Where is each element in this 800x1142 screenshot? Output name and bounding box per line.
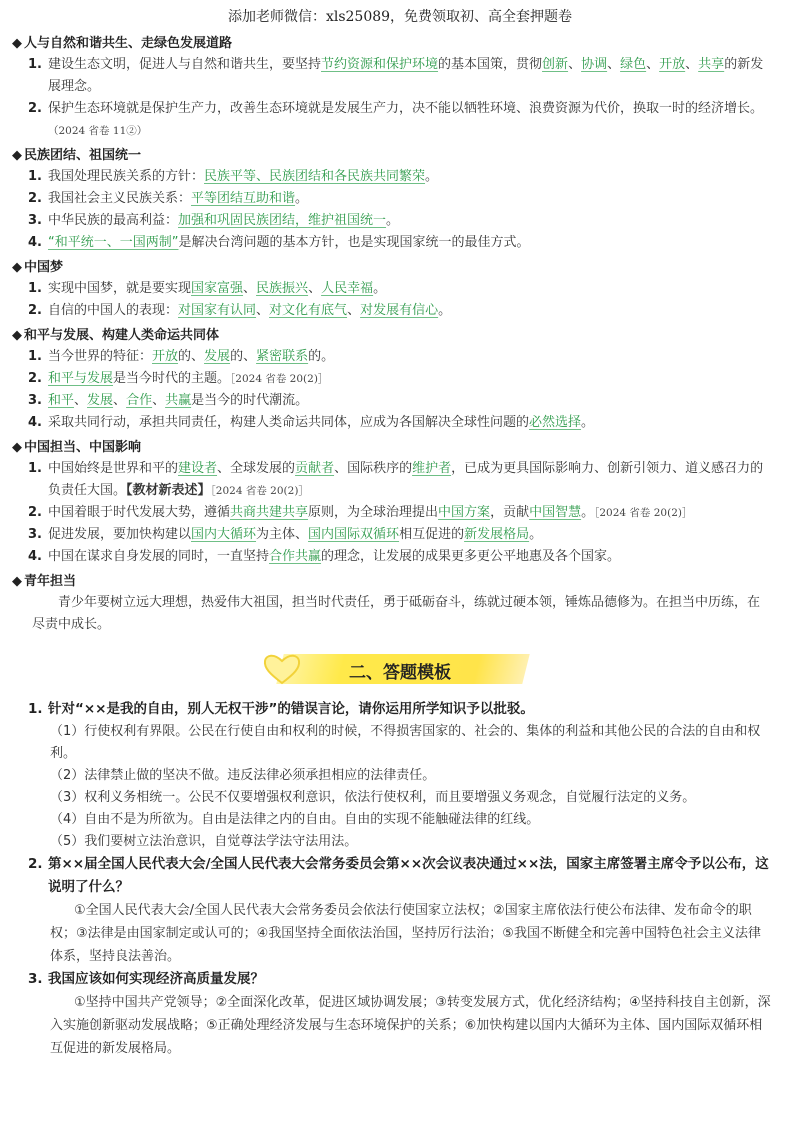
- key-term: 发展: [87, 393, 114, 408]
- key-term: 开放: [659, 57, 686, 72]
- text-span: 。: [373, 281, 387, 296]
- text-span: 。: [581, 505, 595, 520]
- list-item: [0, 412, 800, 434]
- item-text: [48, 546, 772, 568]
- item-text: [48, 300, 772, 322]
- section-heading-text: 人与自然和谐共生、走绿色发展道路: [24, 36, 233, 51]
- text-span: 。: [386, 213, 400, 228]
- text-span: 我国处理民族关系的方针：: [48, 169, 205, 184]
- list-item: [0, 546, 800, 568]
- section-heading-text: 青年担当: [24, 574, 77, 589]
- key-term: “和平统一、一国两制”: [48, 235, 179, 250]
- text-span: 是当今的时代潮流。: [191, 393, 309, 408]
- question: [0, 853, 800, 899]
- answer-point: （3）权利义务相统一。公民不仅要增强权利意识，依法行使权利，而且要增强义务观念，自觉履行法定的义务。: [50, 790, 696, 805]
- text-span: 建设生态文明，促进人与自然和谐共生，要坚持: [48, 57, 322, 72]
- item-text: [48, 346, 772, 368]
- text-span: 。: [581, 415, 595, 430]
- item-text: [48, 54, 772, 98]
- section-title: 二、答题模板: [349, 663, 451, 683]
- text-span: 相互促进的: [399, 527, 465, 542]
- text-span: 的新发展理念。: [48, 57, 764, 94]
- text-span: 、: [243, 281, 257, 296]
- text-span: 中华民族的最高利益：: [48, 213, 179, 228]
- key-term: 开放: [152, 349, 179, 364]
- template-title-banner: [0, 648, 800, 692]
- text-span: 。: [529, 527, 543, 542]
- text-span: ，已成为更具国际影响力、创新引领力、道义感召力的负责任大国。: [48, 461, 764, 498]
- diamond-icon: ◆: [12, 574, 22, 589]
- answer-text: ①坚持中国共产党领导；②全面深化改革，促进区域协调发展；③转变发展方式，优化经济结构；④坚持科技自主创新，深入实施创新驱动发展战略；⑤正确处理经济发展与生态环境保护的关系；⑥加快构建以国内大循环为主体、国内国际双循环相互促进的新发展格局。: [50, 995, 771, 1056]
- section-heading: [12, 257, 800, 278]
- section-heading: [12, 571, 800, 592]
- item-text: [48, 412, 772, 434]
- text-span: 、全球发展的: [217, 461, 296, 476]
- item-number: 1.: [28, 461, 42, 476]
- list-item: [0, 232, 800, 254]
- key-term: 对文化有底气: [269, 303, 348, 318]
- key-term: 和平与发展: [48, 371, 114, 386]
- item-text: [48, 458, 772, 502]
- key-term: 共赢: [165, 393, 192, 408]
- question-text: 第××届全国人民代表大会/全国人民代表大会常务委员会第××次会议表决通过××法，国家主席签署主席令予以公布，这说明了什么？: [48, 856, 769, 895]
- text-span: 的基本国策，贯彻: [438, 57, 543, 72]
- section-heading-text: 民族团结、祖国统一: [24, 148, 142, 163]
- question-text: 我国应该如何实现经济高质量发展？: [48, 971, 264, 987]
- item-text: [48, 166, 772, 188]
- text-span: 实现中国梦，就是要实现: [48, 281, 192, 296]
- key-term: 和平: [48, 393, 75, 408]
- key-term: 国家富强: [191, 281, 244, 296]
- list-item: [0, 210, 800, 232]
- list-item: [0, 524, 800, 546]
- key-term: 协调: [581, 57, 608, 72]
- list-item: [0, 502, 800, 524]
- item-number: 2.: [28, 191, 42, 206]
- item-number: 3.: [28, 213, 42, 228]
- item-number: 1.: [28, 349, 42, 364]
- section-heading: [12, 325, 800, 346]
- key-term: 国内大循环: [191, 527, 257, 542]
- key-term: 平等团结互助和谐: [191, 191, 296, 206]
- key-term: 民族振兴: [256, 281, 309, 296]
- section-heading-text: 中国梦: [24, 260, 64, 275]
- key-term: 必然选择: [529, 415, 582, 430]
- text-span: 是解决台湾问题的基本方针，也是实现国家统一的最佳方式。: [178, 235, 530, 250]
- text-span: 中国始终是世界和平的: [48, 461, 179, 476]
- diamond-icon: ◆: [12, 328, 22, 343]
- item-text: [48, 278, 772, 300]
- item-number: 2.: [28, 371, 42, 386]
- list-item: [0, 166, 800, 188]
- item-number: 3.: [28, 393, 42, 408]
- text-span: 的。: [308, 349, 335, 364]
- key-term: 民族平等、民族团结和各民族共同繁荣: [204, 169, 426, 184]
- exam-citation: ［2024 省卷 20(2)］: [210, 485, 309, 497]
- item-text: [48, 188, 772, 210]
- question-number: 2.: [28, 856, 43, 872]
- list-item: [0, 188, 800, 210]
- key-term: 合作共赢: [269, 549, 322, 564]
- answer-template-list: [0, 698, 800, 1060]
- text-span: 、: [568, 57, 582, 72]
- text-span: 。: [295, 191, 309, 206]
- key-term: 加强和巩固民族团结，维护祖国统一: [178, 213, 387, 228]
- item-number: 4.: [28, 549, 42, 564]
- item-text: [48, 98, 772, 142]
- answer-point: （5）我们要树立法治意识，自觉尊法学法守法用法。: [50, 834, 358, 849]
- key-term: 绿色: [620, 57, 647, 72]
- key-term: 中国智慧: [529, 505, 582, 520]
- text-span: 保护生态环境就是保护生产力，改善生态环境就是发展生产力，决不能以牺牲环境、浪费资源为代价，换取一时的经济增长。: [48, 101, 764, 116]
- key-term: 新发展格局: [464, 527, 530, 542]
- list-item: [0, 98, 800, 142]
- list-item: [0, 54, 800, 98]
- text-span: 、: [685, 57, 699, 72]
- item-number: 1.: [28, 169, 42, 184]
- text-span: 、: [152, 393, 166, 408]
- section-heading-text: 中国担当、中国影响: [24, 440, 142, 455]
- text-span: 、: [646, 57, 660, 72]
- text-span: 。: [438, 303, 452, 318]
- exam-citation: ［2024 省卷 20(2)］: [594, 507, 693, 519]
- top-banner: 添加老师微信：xls25089，免费领取初、高全套押题卷: [227, 9, 573, 25]
- item-number: 1.: [28, 57, 42, 72]
- key-term: 创新: [542, 57, 569, 72]
- text-span: 、: [74, 393, 88, 408]
- diamond-icon: ◆: [12, 260, 22, 275]
- text-span: 采取共同行动，承担共同责任，构建人类命运共同体，应成为各国解决全球性问题的: [48, 415, 530, 430]
- key-term: 对发展有信心: [360, 303, 439, 318]
- diamond-icon: ◆: [12, 36, 22, 51]
- text-span: 的、: [230, 349, 257, 364]
- key-term: 贡献者: [295, 461, 335, 476]
- diamond-icon: ◆: [12, 148, 22, 163]
- text-span: 我国社会主义民族关系：: [48, 191, 192, 206]
- answer-point: （4）自由不是为所欲为。自由是法律之内的自由。自由的实现不能触碰法律的红线。: [50, 812, 540, 827]
- section-heading: [12, 437, 800, 458]
- key-term: 共享: [698, 57, 725, 72]
- item-number: 1.: [28, 281, 42, 296]
- item-text: [48, 390, 772, 412]
- text-span: 、: [113, 393, 127, 408]
- text-span: 的理念，让发展的成果更多更公平地惠及各个国家。: [321, 549, 621, 564]
- key-term: 人民幸福: [321, 281, 374, 296]
- item-number: 2.: [28, 505, 42, 520]
- answer-text: ①全国人民代表大会/全国人民代表大会常务委员会依法行使国家立法权；②国家主席依法行使公布法律、发布命令的职权；③法律是由国家制定或认可的；④我国坚持全面依法治国，坚持厉行法治；⑤我国不断健全和完善中国特色社会主义法律体系，坚持良法善治。: [50, 903, 761, 964]
- answer-point: （2）法律禁止做的坚决不做。违反法律必须承担相应的法律责任。: [50, 768, 436, 783]
- key-term: 共商共建共享: [230, 505, 309, 520]
- item-number: 2.: [28, 303, 42, 318]
- key-term: 对国家有认同: [178, 303, 257, 318]
- question-text: 针对“××是我的自由，别人无权干涉”的错误言论，请你运用所学知识予以批驳。: [48, 701, 534, 717]
- text-span: 、: [256, 303, 270, 318]
- item-text: [48, 368, 772, 390]
- key-term: 合作: [126, 393, 153, 408]
- text-span: ，贡献: [490, 505, 530, 520]
- text-span: 的、: [178, 349, 205, 364]
- item-text: [48, 232, 772, 254]
- question: [0, 968, 800, 991]
- text-span: 、: [308, 281, 322, 296]
- text-span: 、国际秩序的: [334, 461, 413, 476]
- section-heading-text: 和平与发展、构建人类命运共同体: [24, 328, 220, 343]
- key-term: 发展: [204, 349, 231, 364]
- question: [0, 698, 800, 721]
- section-heading: [12, 33, 800, 54]
- list-item: [0, 346, 800, 368]
- item-number: 2.: [28, 101, 42, 116]
- question-number: 1.: [28, 701, 43, 717]
- list-item: [0, 300, 800, 322]
- key-term: 建设者: [178, 461, 218, 476]
- text-span: 是当今时代的主题。: [113, 371, 231, 386]
- key-term: 节约资源和保护环境: [321, 57, 439, 72]
- list-item: [0, 390, 800, 412]
- section-paragraph: 青少年要树立远大理想，热爱伟大祖国，担当时代责任，勇于砥砺奋斗，练就过硬本领，锤炼品德修为。在担当中历练，在尽责中成长。: [32, 595, 761, 632]
- text-span: 、: [607, 57, 621, 72]
- text-span: 中国着眼于时代发展大势，遵循: [48, 505, 231, 520]
- exam-citation: （2024 省卷 11②）: [48, 125, 148, 137]
- item-text: [48, 524, 772, 546]
- item-number: 4.: [28, 235, 42, 250]
- list-item: [0, 368, 800, 390]
- text-span: 当今世界的特征：: [48, 349, 153, 364]
- text-span: 原则，为全球治理提出: [308, 505, 439, 520]
- text-span: 为主体、: [256, 527, 309, 542]
- key-term: 中国方案: [438, 505, 491, 520]
- list-item: [0, 278, 800, 300]
- question-number: 3.: [28, 971, 43, 987]
- section-heading: [12, 145, 800, 166]
- key-term: 维护者: [412, 461, 452, 476]
- note-tag: 【教材新表述】: [126, 483, 211, 498]
- item-text: [48, 210, 772, 232]
- item-text: [48, 502, 772, 524]
- text-span: 、: [347, 303, 361, 318]
- answer-point: （1）行使权利有界限。公民在行使自由和权利的时候，不得损害国家的、社会的、集体的利益和其他公民的合法的自由和权利。: [50, 724, 761, 761]
- key-term: 紧密联系: [256, 349, 309, 364]
- item-number: 4.: [28, 415, 42, 430]
- diamond-icon: ◆: [12, 440, 22, 455]
- text-span: 中国在谋求自身发展的同时，一直坚持: [48, 549, 270, 564]
- item-number: 3.: [28, 527, 42, 542]
- text-span: 促进发展，要加快构建以: [48, 527, 192, 542]
- knowledge-sections: [0, 33, 800, 636]
- exam-citation: ［2024 省卷 20(2)］: [230, 373, 329, 385]
- text-span: 自信的中国人的表现：: [48, 303, 179, 318]
- text-span: 。: [425, 169, 439, 184]
- key-term: 国内国际双循环: [308, 527, 400, 542]
- list-item: [0, 458, 800, 502]
